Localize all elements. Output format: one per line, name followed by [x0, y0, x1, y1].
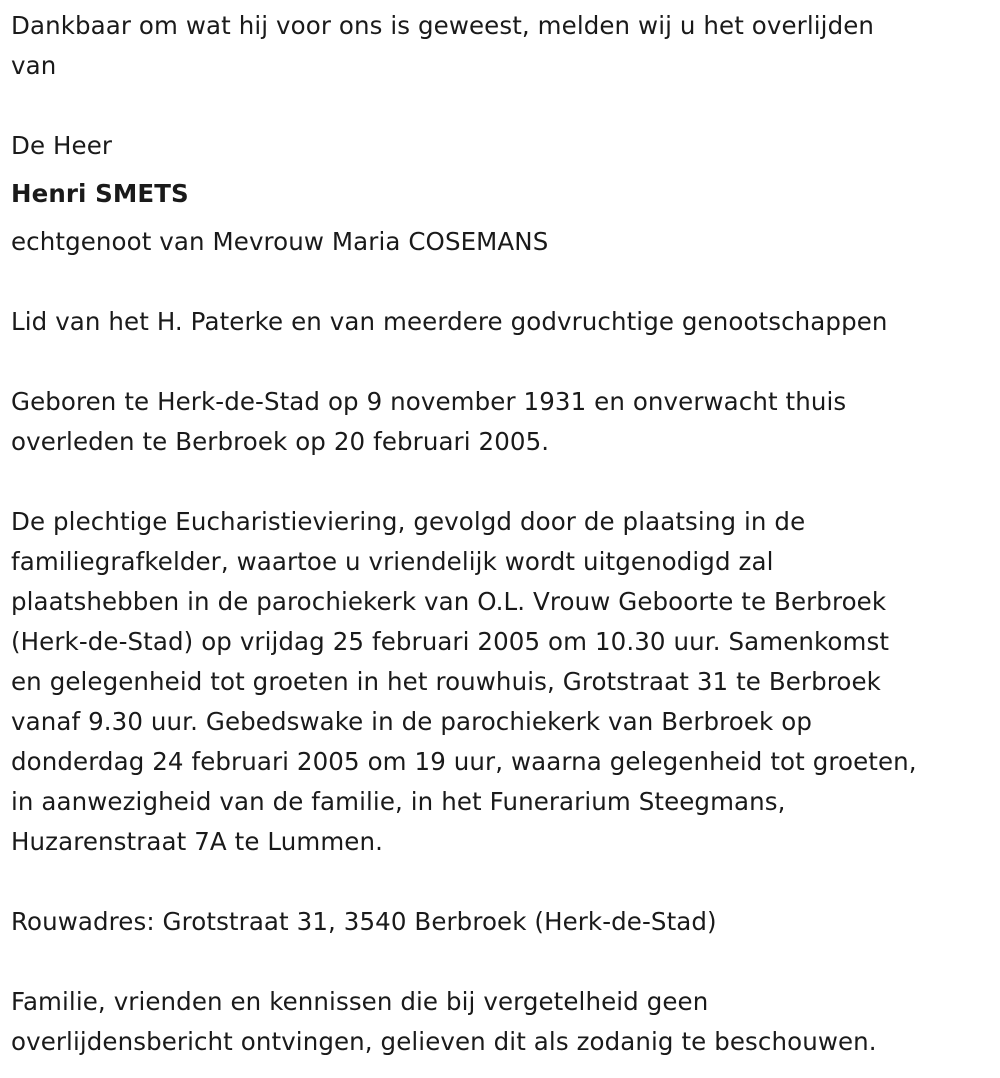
ceremony-line: en gelegenheid tot groeten in het rouwhuis, Grotstraat 31 te Berbroek — [11, 667, 881, 696]
birth-death-line: Geboren te Herk-de-Stad op 9 november 1931 en onverwacht thuis — [11, 387, 847, 416]
closing-line: overlijdensbericht ontvingen, gelieven dit als zodanig te beschouwen. — [11, 1027, 877, 1056]
ceremony-line: De plechtige Eucharistieviering, gevolgd door de plaatsing in de — [11, 507, 806, 536]
membership-text: Lid van het H. Paterke en van meerdere godvruchtige genootschappen — [11, 307, 888, 336]
ceremony-line: vanaf 9.30 uur. Gebedswake in de parochiekerk van Berbroek op — [11, 707, 812, 736]
spouse-text: echtgenoot van Mevrouw Maria COSEMANS — [11, 227, 549, 256]
birth-death-line: overleden te Berbroek op 20 februari 2005. — [11, 427, 550, 456]
ceremony-line: plaatshebben in de parochiekerk van O.L. Vrouw Geboorte te Berbroek — [11, 587, 887, 616]
ceremony-line: (Herk-de-Stad) op vrijdag 25 februari 2005 om 10.30 uur. Samenkomst — [11, 627, 890, 656]
closing-line: Familie, vrienden en kennissen die bij vergetelheid geen — [11, 987, 709, 1016]
intro-line: Dankbaar om wat hij voor ons is geweest, melden wij u het overlijden — [11, 11, 875, 40]
intro-line: van — [11, 51, 57, 80]
spouse-line — [11, 222, 548, 262]
deceased-name-text: Henri SMETS — [11, 179, 189, 208]
ceremony-line: in aanwezigheid van de familie, in het Funerarium Steegmans, — [11, 787, 786, 816]
ceremony-line: donderdag 24 februari 2005 om 19 uur, waarna gelegenheid tot groeten, — [11, 747, 917, 776]
intro-paragraph — [11, 6, 874, 86]
address-text: Rouwadres: Grotstraat 31, 3540 Berbroek (Herk-de-Stad) — [11, 907, 717, 936]
ceremony-line: familiegrafkelder, waartoe u vriendelijk wordt uitgenodigd zal — [11, 547, 774, 576]
membership-paragraph — [11, 302, 888, 342]
birth-death-paragraph — [11, 382, 846, 462]
deceased-name — [11, 174, 189, 214]
address-paragraph — [11, 902, 717, 942]
ceremony-line: Huzarenstraat 7A te Lummen. — [11, 827, 383, 856]
salutation — [11, 126, 112, 166]
closing-paragraph — [11, 982, 877, 1062]
salutation-text: De Heer — [11, 131, 113, 160]
ceremony-paragraph — [11, 502, 917, 862]
